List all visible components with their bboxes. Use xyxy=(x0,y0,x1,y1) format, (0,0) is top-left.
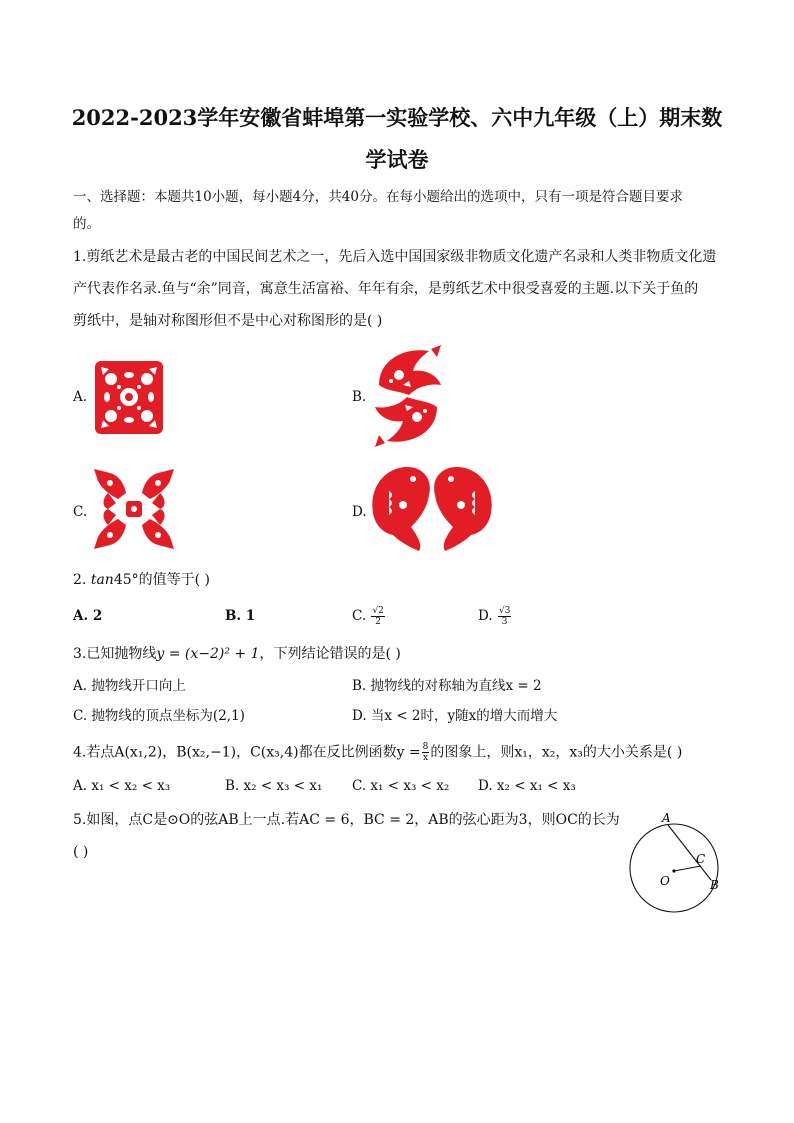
q3-option-c: C. 抛物线的顶点坐标为(2,1) xyxy=(73,708,245,724)
q2-tan-function: tan xyxy=(90,572,114,588)
q4-fraction-denominator: x xyxy=(422,753,429,763)
circle-o xyxy=(630,824,718,912)
exam-title-line2: 学试卷 xyxy=(365,147,429,172)
q2-option-b: B. 1 xyxy=(225,608,256,624)
q4-option-a: A. x₁ < x₂ < x₃ xyxy=(73,778,171,794)
q1-stem-line3: 剪纸中，是轴对称图形但不是中心对称图形的是( ) xyxy=(73,313,383,329)
q4-fraction-numerator: 8 xyxy=(422,742,429,752)
point-o xyxy=(672,869,675,872)
exam-title-line1: 2022-2023学年安徽省蚌埠第一实验学校、六中九年级（上）期末数 xyxy=(71,105,723,130)
q5-stem-line1: 5.如图，点C是⊙O的弦AB上一点.若AC = 6，BC = 2，AB的弦心距为3，则OC的长为 xyxy=(73,812,620,828)
label-o: O xyxy=(660,874,670,888)
papercut-koi-fish-image xyxy=(369,461,495,553)
q2-option-c-label: C. xyxy=(352,608,367,624)
q2-option-a: A. 2 xyxy=(73,608,103,624)
papercut-circle-fish-image xyxy=(369,345,447,447)
q2-option-c-fraction xyxy=(371,606,384,627)
section-instructions-line2: 的。 xyxy=(73,216,100,232)
q3-option-d: D. 当x < 2时，y随x的增大而增大 xyxy=(352,708,558,724)
q2-option-c-denominator: 2 xyxy=(375,617,382,627)
q4-option-c: C. x₁ < x₃ < x₂ xyxy=(352,778,450,794)
papercut-square-fish-image xyxy=(89,355,169,440)
q3-stem xyxy=(73,644,723,664)
label-c: C xyxy=(696,852,706,866)
q4-option-d: D. x₂ < x₁ < x₃ xyxy=(478,778,576,794)
q4-stem-suffix: 的图象上，则x₁，x₂，x₃的大小关系是( ) xyxy=(430,744,683,761)
q1-option-a-label: A. xyxy=(73,389,88,405)
q3-parabola-formula: y = (x−2)² + 1 xyxy=(156,646,260,662)
q2-stem: 2. tan45°的值等于( ) xyxy=(73,572,211,588)
q5-stem-line2: ( ) xyxy=(73,844,89,860)
q3-stem-prefix: 3.已知抛物线 xyxy=(73,646,157,662)
q1-option-d-label: D. xyxy=(352,504,367,520)
q4-stem-prefix: 4.若点A(x₁,2)，B(x₂,−1)，C(x₃,4)都在反比例函数y = xyxy=(73,744,421,761)
q2-option-d-denominator: 3 xyxy=(501,617,508,627)
q2-option-d xyxy=(478,606,512,627)
q2-option-d-numerator: √3 xyxy=(498,606,511,616)
q2-stem-rest: 45°的值等于( ) xyxy=(113,572,211,588)
q2-option-d-label: D. xyxy=(478,608,493,624)
q4-option-b: B. x₂ < x₃ < x₁ xyxy=(225,778,323,794)
q1-option-b-label: B. xyxy=(352,389,367,405)
q3-option-a: A. 抛物线开口向上 xyxy=(73,678,186,694)
q4-inverse-fraction xyxy=(422,742,430,763)
segment-oc xyxy=(674,866,701,871)
q1-option-c-label: C. xyxy=(73,504,88,520)
papercut-four-fish-image xyxy=(88,463,180,555)
label-b: B xyxy=(710,878,719,892)
q3-option-b: B. 抛物线的对称轴为直线x = 2 xyxy=(352,678,542,694)
q2-option-d-fraction xyxy=(498,606,511,627)
label-a: A xyxy=(662,811,671,825)
q4-stem xyxy=(73,742,723,763)
q2-option-c-numerator: √2 xyxy=(372,606,384,616)
q2-option-c xyxy=(352,606,386,627)
section-instructions-line1: 一、选择题：本题共10小题，每小题4分，共40分。在每小题给出的选项中，只有一项是符合题目要求 xyxy=(73,189,683,205)
q1-stem-line2: 产代表作名录.鱼与“余”同音，寓意生活富裕、年年有余，是剪纸艺术中很受喜爱的主题.以下关于鱼的 xyxy=(73,281,699,297)
q3-stem-suffix: ，下列结论错误的是( ) xyxy=(259,646,401,662)
q1-stem-line1: 1.剪纸艺术是最古老的中国民间艺术之一，先后入选中国国家级非物质文化遗产名录和人类非物质文化遗 xyxy=(73,249,717,265)
q5-circle-diagram xyxy=(618,808,728,916)
